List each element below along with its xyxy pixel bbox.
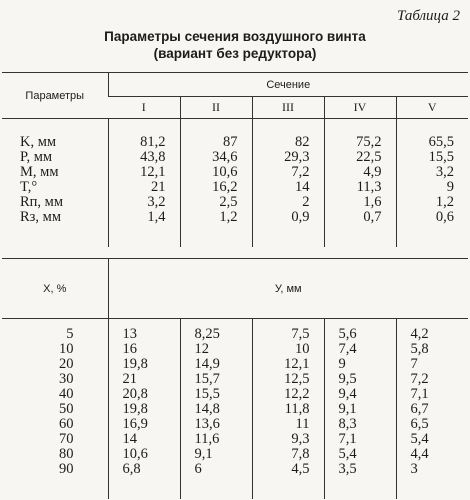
table-cell: 13 xyxy=(122,326,137,342)
table-cell: 0,6 xyxy=(435,209,455,225)
table-cell: 6 xyxy=(194,461,202,477)
table-cell: 90 xyxy=(59,461,74,477)
table-cell: 15,5 xyxy=(194,386,220,402)
table-cell: 3,2 xyxy=(147,194,166,210)
table-cell: 14,8 xyxy=(194,401,220,417)
table-cell: 7,2 xyxy=(410,371,429,387)
table-cell: 81,2 xyxy=(140,134,166,150)
table-cell: 5,4 xyxy=(338,446,357,462)
table-cell: 20 xyxy=(59,356,74,372)
table-cell: 7 xyxy=(410,356,418,372)
x-values xyxy=(2,319,108,499)
table-cell: 60 xyxy=(59,416,74,432)
table-cell: 5 xyxy=(66,326,74,342)
table-cell: 29,3 xyxy=(284,149,310,165)
table-cell: 34,6 xyxy=(212,149,238,165)
section-4-values xyxy=(324,119,396,247)
y-mm-header: У, мм xyxy=(108,259,468,319)
table-cell: 4,4 xyxy=(410,446,429,462)
parameter-names xyxy=(2,119,108,247)
table-cell: 16,2 xyxy=(212,179,238,195)
table-cell: 5,8 xyxy=(410,341,429,357)
profile-ordinates-table xyxy=(2,258,468,499)
table-cell: 6,5 xyxy=(410,416,429,432)
table-cell: 9,5 xyxy=(338,371,357,387)
table-cell: 22,5 xyxy=(356,149,382,165)
y-column-4 xyxy=(324,319,396,499)
title-line-1: Параметры сечения воздушного винта xyxy=(104,29,366,44)
table-cell: 15,7 xyxy=(194,371,220,387)
y-column-1 xyxy=(108,319,180,499)
table-cell: 9,1 xyxy=(338,401,357,417)
table-cell: 87 xyxy=(223,134,238,150)
table-cell: 30 xyxy=(59,371,74,387)
table-cell: 10,6 xyxy=(212,164,238,180)
table-cell: 14,9 xyxy=(194,356,220,372)
table-cell: 5,6 xyxy=(338,326,357,342)
table-cell: 16,9 xyxy=(122,416,148,432)
table-cell: 19,8 xyxy=(122,401,148,417)
table-cell: 1,2 xyxy=(219,209,238,225)
section-5-values xyxy=(396,119,468,247)
table-cell: 19,8 xyxy=(122,356,148,372)
table-cell: 8,25 xyxy=(194,326,220,342)
table-cell: 6,7 xyxy=(410,401,429,417)
table-cell: 10 xyxy=(295,341,310,357)
table-caption: Таблица 2 xyxy=(397,8,460,24)
table-cell: 16 xyxy=(122,341,137,357)
section-label-4: IV xyxy=(324,97,396,119)
table-cell: 20,8 xyxy=(122,386,148,402)
table-cell: 70 xyxy=(59,431,74,447)
table-cell: 9 xyxy=(338,356,346,372)
table-cell: 13,6 xyxy=(194,416,220,432)
table-cell: 11 xyxy=(295,416,310,432)
table-cell: 10 xyxy=(59,341,74,357)
param-name: T,° xyxy=(20,179,38,195)
table-cell: 65,5 xyxy=(428,134,455,150)
section-label-1: I xyxy=(108,97,180,119)
table-cell: 40 xyxy=(59,386,74,402)
table-cell: 2 xyxy=(302,194,310,210)
table-cell: 12 xyxy=(194,341,209,357)
table-cell: 10,6 xyxy=(122,446,148,462)
title-line-2: (вариант без редуктора) xyxy=(153,46,317,61)
table-cell: 12,2 xyxy=(284,386,310,402)
table-cell: 11,3 xyxy=(356,179,382,195)
y-column-2 xyxy=(180,319,252,499)
param-name: M, мм xyxy=(20,164,59,180)
table-cell: 3,2 xyxy=(435,164,455,180)
table-cell: 7,2 xyxy=(291,164,310,180)
param-name: Rз, мм xyxy=(20,209,62,225)
table-cell: 14 xyxy=(295,179,310,195)
table-cell: 7,4 xyxy=(338,341,357,357)
table-cell: 1,4 xyxy=(147,209,166,225)
table-cell: 43,8 xyxy=(140,149,166,165)
table-cell: 15,5 xyxy=(428,149,455,165)
table-cell: 14 xyxy=(122,431,137,447)
table-cell: 12,5 xyxy=(284,371,310,387)
parameters-header: Параметры xyxy=(2,73,108,119)
table-cell: 1,6 xyxy=(363,194,382,210)
table-cell: 21 xyxy=(122,371,137,387)
section-header: Сечение xyxy=(108,73,468,97)
table-cell: 3,5 xyxy=(338,461,357,477)
table-cell: 3 xyxy=(410,461,418,477)
table-cell: 75,2 xyxy=(356,134,382,150)
table-cell: 50 xyxy=(59,401,74,417)
section-2-values xyxy=(180,119,252,247)
table-cell: 0,9 xyxy=(291,209,310,225)
table-cell: 7,5 xyxy=(291,326,310,342)
section-label-3: III xyxy=(252,97,324,119)
x-percent-header: X, % xyxy=(2,259,108,319)
table-cell: 6,8 xyxy=(122,461,141,477)
param-name: K, мм xyxy=(20,134,57,150)
table-cell: 2,5 xyxy=(219,194,238,210)
table-cell: 0,7 xyxy=(363,209,382,225)
table-cell: 4,2 xyxy=(410,326,429,342)
table-cell: 12,1 xyxy=(284,356,310,372)
table-cell: 4,9 xyxy=(363,164,382,180)
param-name: Rп, мм xyxy=(20,194,64,210)
table-cell: 5,4 xyxy=(410,431,429,447)
table-cell: 9,3 xyxy=(291,431,310,447)
table-cell: 12,1 xyxy=(140,164,166,180)
table-cell: 11,6 xyxy=(194,431,220,447)
table-cell: 9,1 xyxy=(194,446,213,462)
table-cell: 80 xyxy=(59,446,74,462)
table-cell: 1,2 xyxy=(435,194,455,210)
param-name: P, мм xyxy=(20,149,53,165)
section-label-5: V xyxy=(396,97,468,119)
table-cell: 7,1 xyxy=(338,431,357,447)
table-cell: 7,1 xyxy=(410,386,429,402)
table-cell: 21 xyxy=(151,179,166,195)
table-cell: 11,8 xyxy=(284,401,310,417)
section-parameters-table xyxy=(2,72,468,247)
table-cell: 4,5 xyxy=(291,461,310,477)
table-cell: 7,8 xyxy=(291,446,310,462)
table-cell: 82 xyxy=(295,134,310,150)
y-column-3 xyxy=(252,319,324,499)
table-cell: 8,3 xyxy=(338,416,357,432)
table-title xyxy=(0,28,470,62)
y-column-5 xyxy=(396,319,468,499)
table-cell: 9 xyxy=(446,179,455,195)
section-label-2: II xyxy=(180,97,252,119)
section-1-values xyxy=(108,119,180,247)
table-cell: 9,4 xyxy=(338,386,357,402)
section-3-values xyxy=(252,119,324,247)
